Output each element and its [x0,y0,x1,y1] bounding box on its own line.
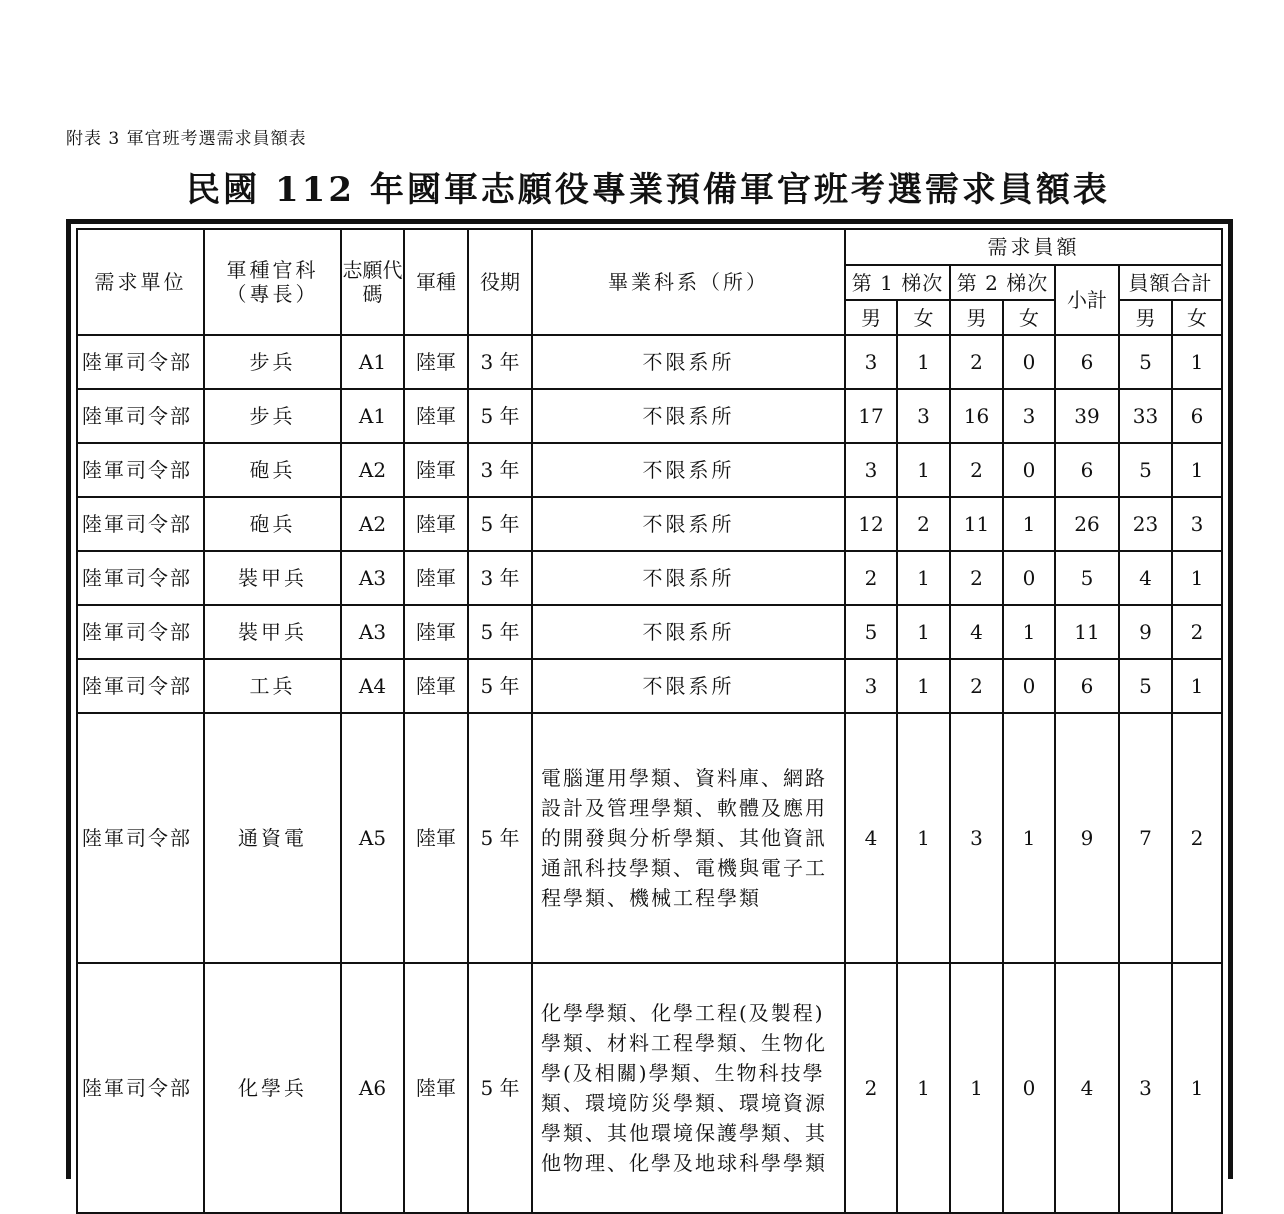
cell-total-male: 4 [1119,551,1172,605]
cell-batch2-male: 2 [950,335,1003,389]
cell-subtotal: 26 [1055,497,1119,551]
cell-code: A2 [341,443,404,497]
cell-branch: 工兵 [204,659,341,713]
cell-term: 3 年 [468,443,532,497]
table-row [77,605,1222,659]
cell-total-female: 2 [1172,605,1222,659]
cell-batch2-male: 1 [950,963,1003,1213]
cell-batch1-female: 1 [897,963,950,1213]
header-batch2: 第 2 梯次 [950,265,1055,300]
cell-unit: 陸軍司令部 [77,713,204,963]
cell-total-female: 1 [1172,963,1222,1213]
cell-batch1-male: 3 [845,443,897,497]
table-row [77,497,1222,551]
cell-total-male: 9 [1119,605,1172,659]
header-term: 役期 [468,229,532,335]
table-row [77,389,1222,443]
cell-total-male: 23 [1119,497,1172,551]
header-service: 軍種 [404,229,468,335]
cell-batch2-male: 2 [950,551,1003,605]
cell-batch2-female: 0 [1003,443,1055,497]
cell-batch1-female: 1 [897,335,950,389]
cell-unit: 陸軍司令部 [77,963,204,1213]
cell-batch2-female: 1 [1003,713,1055,963]
cell-dept: 不限系所 [532,659,845,713]
cell-total-male: 33 [1119,389,1172,443]
cell-branch: 裝甲兵 [204,551,341,605]
cell-term: 5 年 [468,713,532,963]
header-branch-text: 軍種官科（專長） [226,258,319,306]
cell-service: 陸軍 [404,497,468,551]
cell-total-male: 5 [1119,659,1172,713]
header-quota: 需求員額 [845,229,1222,265]
cell-total-female: 1 [1172,551,1222,605]
header-dept: 畢業科系（所） [532,229,845,335]
cell-batch1-female: 3 [897,389,950,443]
cell-total-male: 7 [1119,713,1172,963]
cell-batch1-female: 1 [897,551,950,605]
table-row [77,443,1222,497]
cell-total-male: 3 [1119,963,1172,1213]
cell-branch: 砲兵 [204,497,341,551]
cell-batch1-female: 1 [897,605,950,659]
cell-service: 陸軍 [404,551,468,605]
cell-unit: 陸軍司令部 [77,605,204,659]
cell-term: 5 年 [468,389,532,443]
cell-batch2-female: 1 [1003,605,1055,659]
table-row [77,963,1222,1213]
cell-service: 陸軍 [404,713,468,963]
cell-subtotal: 11 [1055,605,1119,659]
cell-code: A3 [341,551,404,605]
cell-batch1-male: 17 [845,389,897,443]
header-b2-male: 男 [950,300,1003,335]
cell-term: 5 年 [468,497,532,551]
cell-term: 3 年 [468,335,532,389]
cell-subtotal: 6 [1055,443,1119,497]
cell-batch2-female: 1 [1003,497,1055,551]
cell-total-female: 1 [1172,659,1222,713]
cell-batch1-male: 3 [845,659,897,713]
cell-unit: 陸軍司令部 [77,443,204,497]
cell-code: A4 [341,659,404,713]
cell-unit: 陸軍司令部 [77,497,204,551]
cell-subtotal: 9 [1055,713,1119,963]
cell-branch: 砲兵 [204,443,341,497]
header-b2-female: 女 [1003,300,1055,335]
cell-dept: 不限系所 [532,443,845,497]
cell-branch: 裝甲兵 [204,605,341,659]
quota-table [76,228,1223,1214]
cell-term: 5 年 [468,605,532,659]
cell-batch1-male: 12 [845,497,897,551]
cell-batch1-female: 2 [897,497,950,551]
table-row [77,335,1222,389]
table-row [77,659,1222,713]
header-branch [204,229,341,335]
cell-service: 陸軍 [404,389,468,443]
cell-batch1-male: 2 [845,551,897,605]
cell-branch: 化學兵 [204,963,341,1213]
cell-batch1-female: 1 [897,659,950,713]
cell-code: A6 [341,963,404,1213]
cell-code: A1 [341,335,404,389]
cell-service: 陸軍 [404,605,468,659]
cell-batch2-male: 16 [950,389,1003,443]
cell-total-female: 1 [1172,335,1222,389]
cell-batch2-male: 4 [950,605,1003,659]
cell-dept: 不限系所 [532,605,845,659]
header-unit: 需求單位 [77,229,204,335]
header-batch1: 第 1 梯次 [845,265,950,300]
cell-unit: 陸軍司令部 [77,389,204,443]
cell-service: 陸軍 [404,659,468,713]
cell-batch2-male: 2 [950,659,1003,713]
cell-term: 5 年 [468,659,532,713]
cell-total-male: 5 [1119,443,1172,497]
table-row [77,713,1222,963]
cell-dept: 不限系所 [532,389,845,443]
cell-code: A3 [341,605,404,659]
cell-unit: 陸軍司令部 [77,335,204,389]
table-row [77,551,1222,605]
cell-service: 陸軍 [404,963,468,1213]
header-subtotal: 小計 [1055,265,1119,335]
cell-batch2-male: 2 [950,443,1003,497]
cell-dept: 電腦運用學類、資料庫、網路設計及管理學類、軟體及應用的開發與分析學類、其他資訊通訊科技學類、電機與電子工程學類、機械工程學類 [532,713,845,963]
cell-total-male: 5 [1119,335,1172,389]
cell-code: A2 [341,497,404,551]
cell-subtotal: 6 [1055,659,1119,713]
cell-total-female: 3 [1172,497,1222,551]
cell-subtotal: 5 [1055,551,1119,605]
cell-total-female: 6 [1172,389,1222,443]
cell-batch1-female: 1 [897,443,950,497]
header-total-female: 女 [1172,300,1222,335]
cell-dept: 不限系所 [532,497,845,551]
cell-batch2-female: 0 [1003,335,1055,389]
cell-dept: 不限系所 [532,551,845,605]
cell-branch: 步兵 [204,335,341,389]
cell-batch2-female: 3 [1003,389,1055,443]
cell-batch1-male: 4 [845,713,897,963]
page-title: 民國 112 年國軍志願役專業預備軍官班考選需求員額表 [186,170,1110,210]
cell-batch2-female: 0 [1003,963,1055,1213]
cell-batch1-male: 3 [845,335,897,389]
cell-batch1-female: 1 [897,713,950,963]
cell-unit: 陸軍司令部 [77,551,204,605]
header-total: 員額合計 [1119,265,1222,300]
header-total-male: 男 [1119,300,1172,335]
cell-batch1-male: 2 [845,963,897,1213]
cell-dept: 化學學類、化學工程(及製程)學類、材料工程學類、生物化學(及相關)學類、生物科技學類、環境防災學類、環境資源學類、其他環境保護學類、其他物理、化學及地球科學學類 [532,963,845,1213]
cell-term: 3 年 [468,551,532,605]
cell-term: 5 年 [468,963,532,1213]
cell-batch1-male: 5 [845,605,897,659]
cell-batch2-male: 3 [950,713,1003,963]
cell-batch2-female: 0 [1003,551,1055,605]
cell-service: 陸軍 [404,335,468,389]
header-b1-male: 男 [845,300,897,335]
cell-unit: 陸軍司令部 [77,659,204,713]
cell-code: A1 [341,389,404,443]
table-frame [66,219,1233,1179]
cell-batch2-male: 11 [950,497,1003,551]
cell-branch: 步兵 [204,389,341,443]
cell-subtotal: 4 [1055,963,1119,1213]
header-code-text: 志願代碼 [342,258,403,306]
cell-total-female: 2 [1172,713,1222,963]
cell-subtotal: 39 [1055,389,1119,443]
cell-subtotal: 6 [1055,335,1119,389]
cell-service: 陸軍 [404,443,468,497]
table-caption: 附表 3 軍官班考選需求員額表 [66,129,307,149]
cell-branch: 通資電 [204,713,341,963]
cell-dept: 不限系所 [532,335,845,389]
header-code [341,229,404,335]
cell-total-female: 1 [1172,443,1222,497]
header-row-1 [77,229,1222,265]
cell-code: A5 [341,713,404,963]
cell-batch2-female: 0 [1003,659,1055,713]
header-b1-female: 女 [897,300,950,335]
